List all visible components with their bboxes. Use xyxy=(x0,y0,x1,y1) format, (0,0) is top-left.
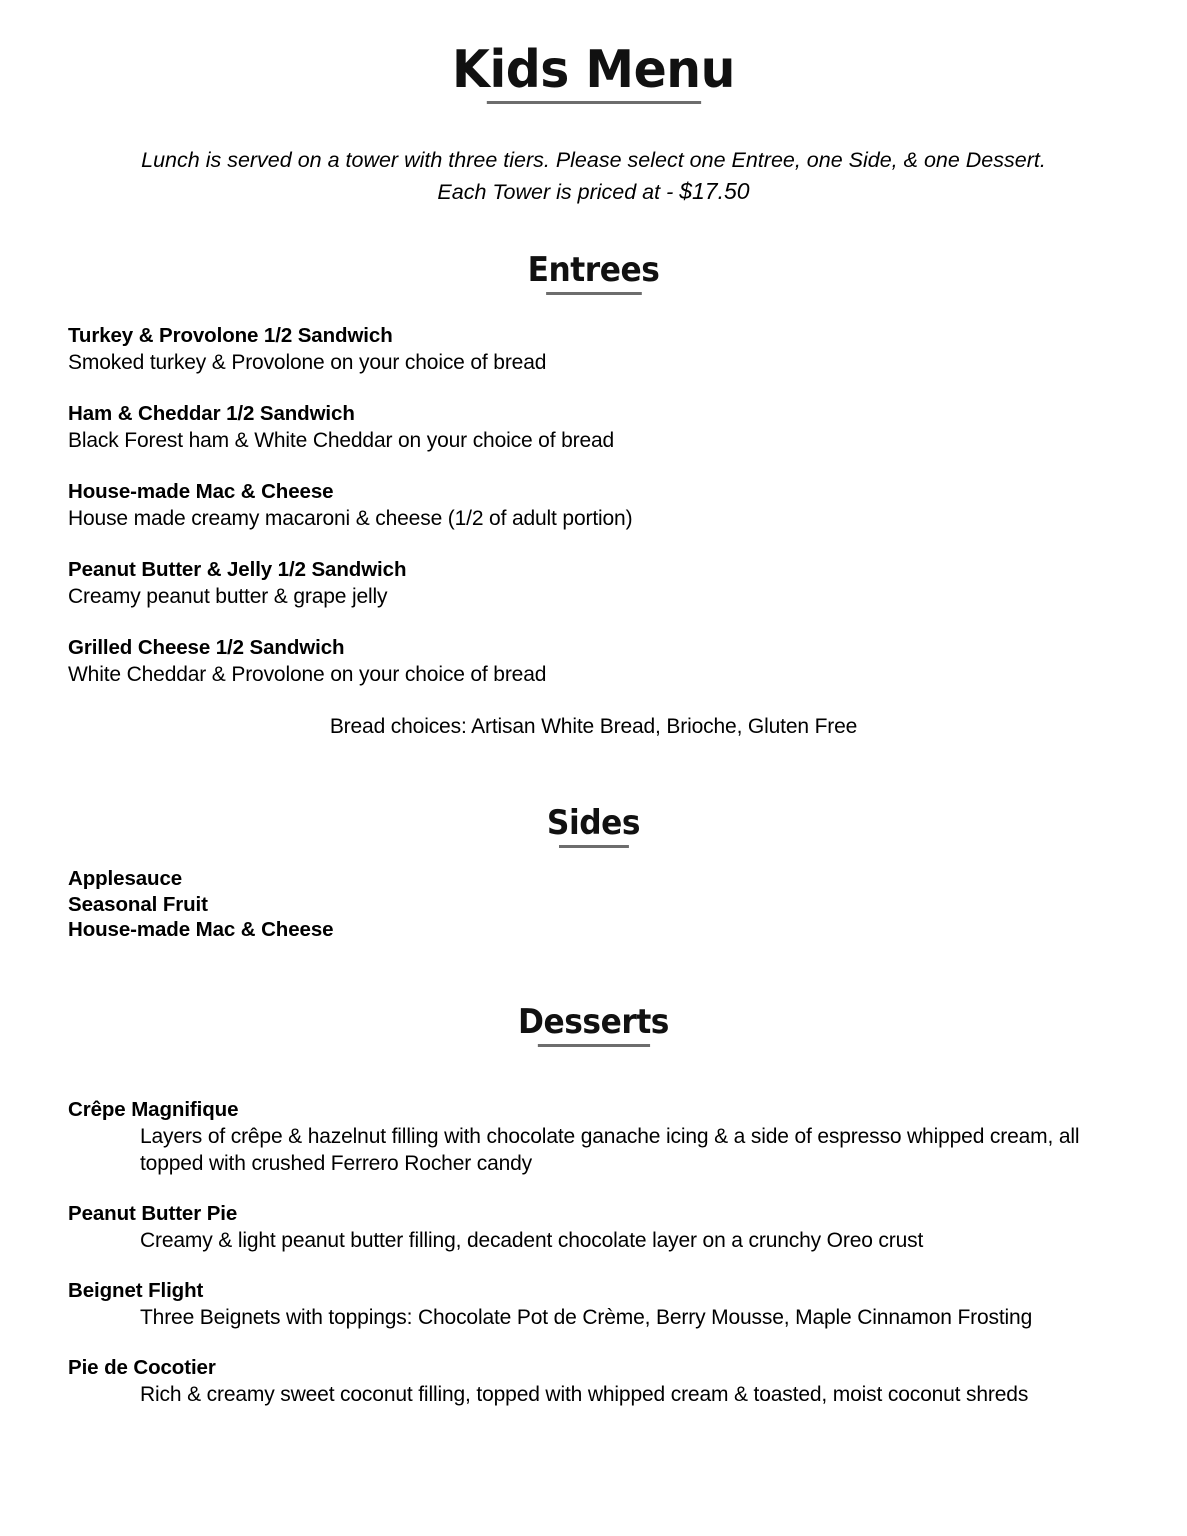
menu-item xyxy=(68,1355,1119,1408)
sides-list xyxy=(0,866,1187,943)
section-heading-desserts xyxy=(47,1001,1139,1047)
menu-item-name: Turkey & Provolone 1/2 Sandwich xyxy=(68,324,393,347)
price-label: Each Tower is priced at - xyxy=(437,180,680,204)
menu-item-name: Peanut Butter & Jelly 1/2 Sandwich xyxy=(68,558,407,581)
menu-item xyxy=(68,323,1119,376)
menu-item-name: House-made Mac & Cheese xyxy=(68,480,334,503)
menu-item xyxy=(68,1097,1119,1177)
section-heading-desserts-underline xyxy=(537,1044,649,1047)
menu-item-description: Layers of crêpe & hazelnut filling with chocolate ganache icing & a side of espresso whipped cream, all topped with crushed Ferrero Rocher candy xyxy=(140,1124,1080,1175)
price-value: $17.50 xyxy=(679,178,750,204)
desserts-list xyxy=(0,1097,1187,1408)
section-heading-sides-underline xyxy=(559,845,629,848)
menu-item xyxy=(68,635,1119,688)
menu-item xyxy=(68,1278,1119,1331)
menu-item-description: Rich & creamy sweet coconut filling, topped with whipped cream & toasted, moist coconut shreds xyxy=(140,1382,1029,1406)
menu-item-name: Grilled Cheese 1/2 Sandwich xyxy=(68,636,345,659)
menu-item-name: Ham & Cheddar 1/2 Sandwich xyxy=(68,402,355,425)
section-heading-entrees-text: Entrees xyxy=(527,250,660,290)
menu-item-description: Three Beignets with toppings: Chocolate Pot de Crème, Berry Mousse, Maple Cinnamon Frosting xyxy=(140,1305,1033,1329)
menu-item xyxy=(68,401,1119,454)
menu-item-name: Peanut Butter Pie xyxy=(68,1201,238,1225)
menu-item xyxy=(68,557,1119,610)
section-heading-entrees xyxy=(47,250,1139,295)
menu-item-name: Beignet Flight xyxy=(68,1278,204,1302)
section-heading-entrees-underline xyxy=(546,292,642,295)
menu-item-description: Smoked turkey & Provolone on your choice of bread xyxy=(68,351,547,374)
menu-item-description: Creamy peanut butter & grape jelly xyxy=(68,585,388,608)
bread-choices-note: Bread choices: Artisan White Bread, Brioche, Gluten Free xyxy=(329,715,858,738)
subtitle-line-1: Lunch is served on a tower with three tiers. Please select one Entree, one Side, & one Dessert. xyxy=(141,148,1046,172)
menu-item-name: House-made Mac & Cheese xyxy=(68,918,334,941)
menu-item-description: White Cheddar & Provolone on your choice of bread xyxy=(68,663,547,686)
menu-item-name: Pie de Cocotier xyxy=(68,1355,216,1379)
menu-item-description: House made creamy macaroni & cheese (1/2 of adult portion) xyxy=(68,507,633,530)
menu-item xyxy=(68,479,1119,532)
section-heading-sides xyxy=(47,803,1139,848)
menu-item-name: Applesauce xyxy=(68,867,183,890)
section-heading-sides-text: Sides xyxy=(546,803,641,843)
page-title xyxy=(36,0,1152,104)
menu-item-description: Creamy & light peanut butter filling, decadent chocolate layer on a crunchy Oreo crust xyxy=(140,1228,924,1252)
menu-item-name: Seasonal Fruit xyxy=(68,892,208,916)
menu-item-name: Crêpe Magnifique xyxy=(68,1097,239,1121)
menu-item-description: Black Forest ham & White Cheddar on your choice of bread xyxy=(68,429,615,452)
section-heading-desserts-text: Desserts xyxy=(518,1001,669,1042)
subtitle-line-2 xyxy=(68,176,1119,208)
menu-subtitle xyxy=(68,145,1119,208)
page-title-underline xyxy=(486,101,700,104)
menu-item xyxy=(68,1201,1119,1254)
page-title-text: Kids Menu xyxy=(452,40,735,100)
entrees-list xyxy=(0,323,1187,740)
